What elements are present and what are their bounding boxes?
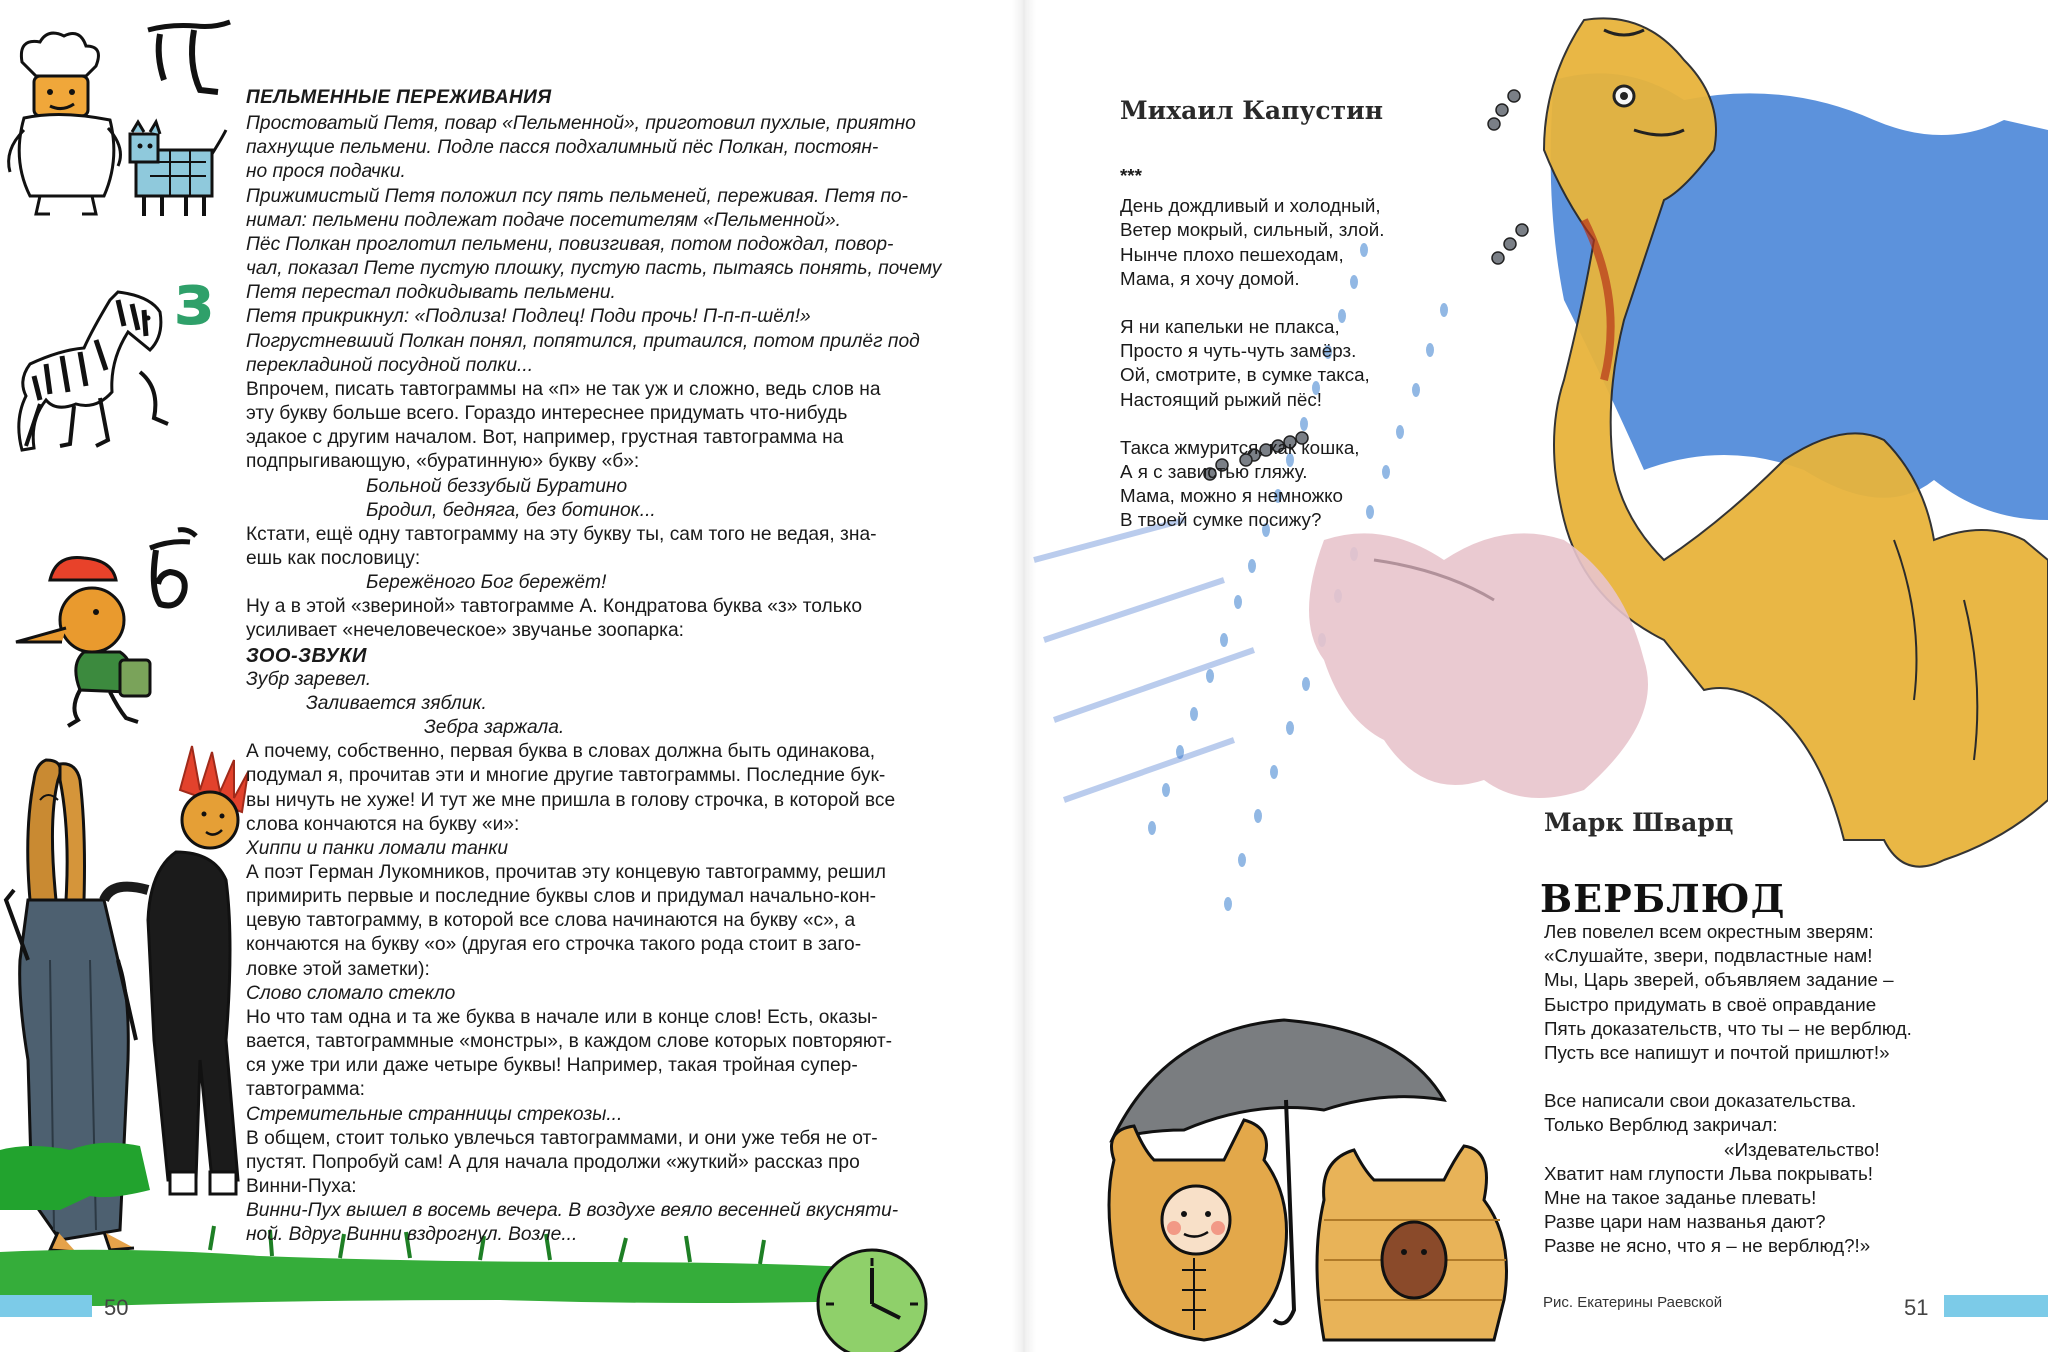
- article-line: пахнущие пельмени. Подле пасся подхалимный пёс Полкан, постоян-: [246, 137, 879, 159]
- dog-illustration: [130, 122, 226, 216]
- poem-kapustin-line: Нынче плохо пешеходам,: [1120, 243, 1344, 265]
- poem-kapustin-line: Просто я чуть-чуть замёрз.: [1120, 340, 1357, 362]
- poem-verblud-line: Пусть все напишут и почтой пришлют!»: [1544, 1042, 1890, 1064]
- page-number-left: 50: [104, 1295, 129, 1320]
- article-line: Слово сломало стекло: [246, 982, 456, 1004]
- article-line: Кстати, ещё одну тавтограмму на эту букву ты, сам того не ведая, зна-: [246, 523, 877, 545]
- poem-verblud-line: «Издевательство!: [1724, 1138, 1880, 1160]
- article-line: А почему, собственно, первая буква в словах должна быть одинакова,: [246, 741, 876, 763]
- article-line: А поэт Герман Лукомников, прочитав эту концевую тавтограмму, решил: [246, 862, 886, 883]
- poem-stars: ***: [1120, 165, 1142, 186]
- article-line: Бродил, бедняга, без ботинок...: [366, 499, 656, 521]
- article-line: ловке этой заметки):: [246, 958, 430, 980]
- article-line: перекладиной посудной полки...: [246, 354, 534, 376]
- stanza-break: [1120, 291, 1384, 315]
- poem-verblud-line: Мне на такое заданье плевать!: [1544, 1187, 1817, 1209]
- article-line: В общем, стоит только увлечься тавтограммами, и они уже тебя не от-: [246, 1127, 878, 1149]
- poem-kapustin-line: Ой, смотрите, в сумке такса,: [1120, 364, 1370, 386]
- article-line: Винни-Пух вышел в восемь вечера. В воздухе веяло весенней вкусняти-: [246, 1200, 899, 1222]
- right-page: [1024, 0, 2048, 1352]
- chef-illustration: [9, 33, 121, 214]
- poem-title-verblud: ВЕРБЛЮД: [1540, 876, 1786, 921]
- article-line: подпрыгивающую, «буратинную» букву «б»:: [246, 451, 640, 473]
- author-shvarts: Марк Шварц: [1544, 808, 1734, 837]
- wind-strokes: [1034, 520, 1254, 800]
- article-line: ной. Вдруг Винни вздрогнул. Возле...: [246, 1224, 578, 1246]
- article-line: ся уже три или даже четыре буквы! Например, такая тройная супер-: [246, 1055, 858, 1077]
- stanza-break: [1120, 412, 1384, 436]
- letter-p-ornament: [148, 22, 230, 92]
- article-line: примирить первые и последние буквы слов и придумал начально-кон-: [246, 886, 877, 908]
- article-line: нимал: пельмени подлежат подаче посетителям «Пельменной».: [246, 209, 841, 231]
- article-line: вается, тавтограммные «монстры», в каждом слове которых повторяют-: [246, 1031, 893, 1053]
- article-line: Больной беззубый Буратино: [366, 475, 628, 497]
- article-line: Бережёного Бог бережёт!: [366, 572, 607, 594]
- article-line: Стремительные странницы стрекозы...: [246, 1103, 623, 1125]
- article-line: цевую тавтограмму, в которой все слова начинаются на букву «с», а: [246, 910, 856, 932]
- pinocchio-illustration: [16, 557, 150, 726]
- article-line: Впрочем, писать тавтограммы на «п» не так уж и сложно, ведь слов на: [246, 378, 881, 400]
- poem-verblud-line: Лев повелел всем окрестным зверям:: [1544, 921, 1874, 942]
- poem-verblud: [1544, 920, 1912, 1259]
- article-line: пустят. Попробуй сам! А для начала продолжи «жуткий» рассказ про: [246, 1151, 860, 1173]
- poem-kapustin-line: Такса жмурится, как кошка,: [1120, 436, 1360, 458]
- article-line: усиливает «нечеловеческое» звучанье зоопарка:: [246, 620, 684, 642]
- article-line: Заливается зяблик.: [306, 692, 487, 714]
- poem-verblud-line: Разве цари нам названья дают?: [1544, 1211, 1826, 1233]
- article-line: но прося подачки.: [246, 161, 406, 183]
- poem-kapustin: [1120, 164, 1384, 533]
- poem-kapustin-line: Настоящий рыжий пёс!: [1120, 388, 1322, 410]
- poem-kapustin-line: Мама, можно я немножко: [1120, 485, 1343, 507]
- poem-kapustin-line: А я с завистью гляжу.: [1120, 461, 1308, 483]
- poem-verblud-line: Быстро придумать в своё оправдание: [1544, 993, 1877, 1015]
- article-title: ПЕЛЬМЕННЫЕ ПЕРЕЖИВАНИЯ: [246, 87, 552, 108]
- article-line: Прижимистый Петя положил псу пять пельменей, переживая. Петя по-: [246, 185, 908, 207]
- poem-kapustin-line: Ветер мокрый, сильный, злой.: [1120, 219, 1385, 241]
- pink-paint: [1309, 533, 1648, 798]
- article-line: подумал я, прочитав эти и многие другие тавтограммы. Последние бук-: [246, 765, 886, 787]
- article-line: Ну а в этой «звериной» тавтограмме А. Кондратова буква «з» только: [246, 596, 862, 618]
- poem-kapustin-line: В твоей сумке посижу?: [1120, 509, 1322, 531]
- article-line: кончаются на букву «о» (другая его строчка такого рода стоит в заго-: [246, 934, 862, 956]
- article-line: слова кончаются на букву «и»:: [246, 813, 520, 835]
- poem-verblud-line: Хватит нам глупости Льва покрывать!: [1544, 1162, 1874, 1184]
- poem-kapustin-lines: [1120, 194, 1384, 532]
- article-line: эту букву больше всего. Гораздо интереснее придумать что-нибудь: [246, 403, 848, 425]
- article-line: Петя прикрикнул: «Подлиза! Подлец! Поди прочь! П-п-п-шёл!»: [246, 306, 811, 328]
- article-line: Простоватый Петя, повар «Пельменной», приготовил пухлые, приятно: [246, 113, 916, 135]
- article-line: Зубр заревел.: [246, 668, 372, 690]
- bag-with-child-illustration: [1109, 1120, 1287, 1340]
- letter-z-ornament: з: [174, 259, 215, 341]
- article-line: ешь как пословицу:: [246, 547, 421, 569]
- illustration-caption: Рис. Екатерины Раевской: [1543, 1294, 1723, 1311]
- page-number-bar-right: [1944, 1295, 2048, 1317]
- poem-verblud-line: Только Верблюд закричал:: [1544, 1114, 1778, 1136]
- article-line: Погрустневший Полкан понял, попятился, притаился, потом прилёг под: [246, 330, 920, 352]
- author-kapustin: Михаил Капустин: [1120, 96, 1383, 125]
- article-line: Винни-Пуха:: [246, 1176, 357, 1198]
- poem-kapustin-line: Мама, я хочу домой.: [1120, 267, 1300, 289]
- letter-b-ornament: [150, 530, 196, 606]
- clock-illustration: [818, 1250, 926, 1352]
- article-line: чал, показал Пете пустую плошку, пустую пасть, пытаясь понять, почему Петя перестал подкидывать пельмени.: [246, 258, 942, 304]
- page-number-right: 51: [1904, 1295, 1929, 1320]
- poem-verblud-line: Пять доказательств, что ты – не верблюд.: [1544, 1017, 1912, 1039]
- stanza-break: [1544, 1065, 1912, 1089]
- article-line: эдакое с другим началом. Вот, например, грустная тавтограмма на: [246, 427, 844, 449]
- poem-kapustin-line: День дождливый и холодный,: [1120, 195, 1381, 217]
- poem-kapustin-line: Я ни капельки не плакса,: [1120, 316, 1340, 338]
- bag-with-dachshund-illustration: [1317, 1146, 1507, 1340]
- page-number-bar-left: [0, 1295, 92, 1317]
- poem-verblud-line: Разве не ясно, что я – не верблюд?!»: [1544, 1235, 1871, 1257]
- article-line: Но что там одна и та же буква в начале или в конце слов! Есть, оказы-: [246, 1006, 878, 1028]
- poem-verblud-line: «Слушайте, звери, подвластные нам!: [1544, 945, 1873, 967]
- article-text: [246, 86, 950, 1248]
- article-line: тавтограмма:: [246, 1079, 365, 1101]
- article-line: Хиппи и панки ломали танки: [246, 837, 509, 859]
- article-line: Пёс Полкан проглотил пельмени, повизгивая, потом подождал, повор-: [246, 233, 894, 255]
- article-line: вы ничуть не хуже! И тут же мне пришла в голову строчка, в которой все: [246, 789, 896, 811]
- article-line: Зебра заржала.: [424, 717, 565, 739]
- article-line: ЗОО-ЗВУКИ: [246, 644, 367, 667]
- book-gutter: [1012, 0, 1036, 1352]
- article-body: [246, 112, 950, 1247]
- poem-verblud-line: Мы, Царь зверей, объявляем задание –: [1544, 969, 1894, 991]
- zebra-illustration: [19, 292, 168, 450]
- poem-verblud-line: Все написали свои доказательства.: [1544, 1090, 1857, 1112]
- poem-verblud-lines: [1544, 920, 1912, 1259]
